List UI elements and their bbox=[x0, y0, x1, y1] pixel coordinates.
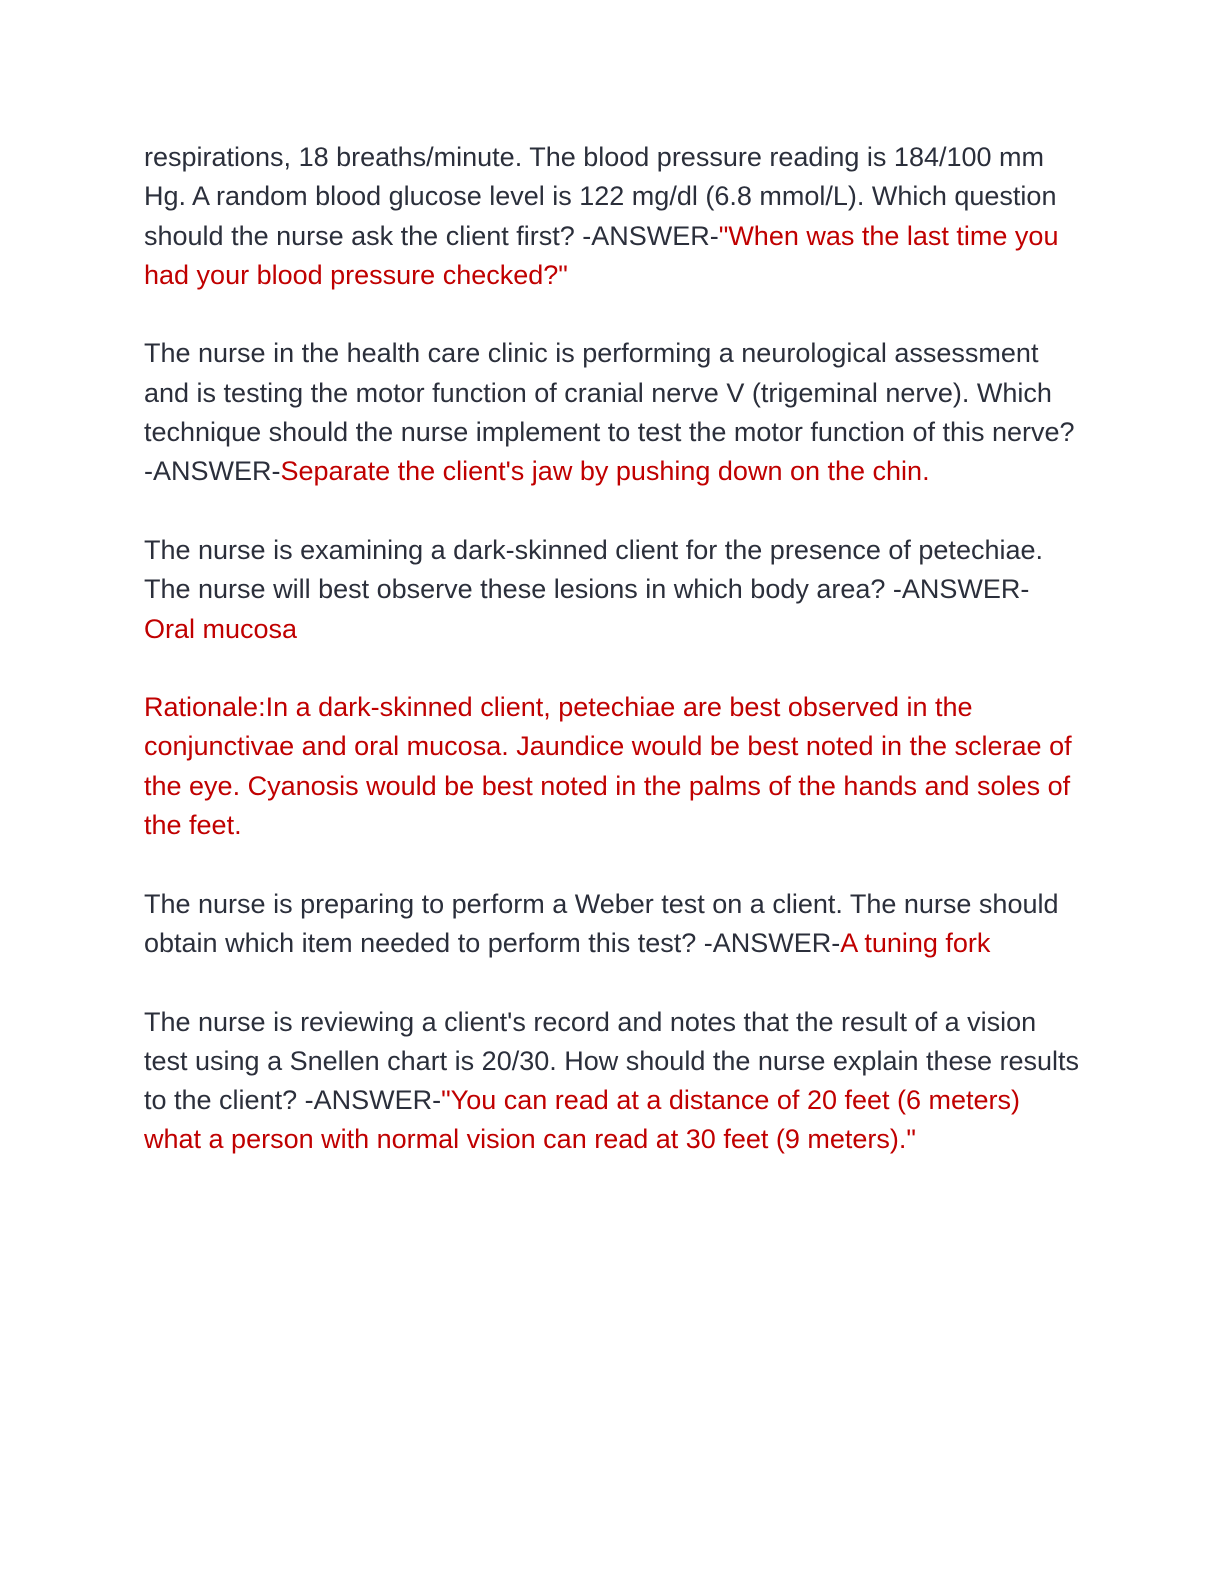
qa-item-cranial-nerve bbox=[144, 334, 1080, 491]
question-text: The nurse is reviewing a client's record and notes that the result of a vision test using a Snellen chart is 20/30. How should the nurse explain these results to the client? -ANSWER- bbox=[144, 1006, 1080, 1116]
document-page bbox=[144, 138, 1080, 1199]
answer-text: Oral mucosa bbox=[144, 613, 298, 644]
rationale-text: Rationale:In a dark-skinned client, petechiae are best observed in the conjunctivae and oral mucosa. Jaundice would be best noted in the sclerae of the eye. Cyanosis would be best noted in the palms of the hands and soles of the feet. bbox=[144, 692, 1072, 841]
qa-item-weber-test bbox=[144, 885, 1080, 964]
qa-item-petechiae bbox=[144, 531, 1080, 649]
question-text: The nurse is preparing to perform a Weber test on a client. The nurse should obtain which item needed to perform this test? -ANSWER- bbox=[144, 888, 1059, 958]
answer-text: "You can read at a distance of 20 feet (6 meters) what a person with normal vision can read at 30 feet (9 meters)." bbox=[144, 1085, 1021, 1155]
question-text: The nurse in the health care clinic is performing a neurological assessment and is testing the motor function of cranial nerve V (trigeminal nerve). Which technique should the nurse implement to test the motor function of this nerve? -ANSWER- bbox=[144, 338, 1075, 487]
qa-item-snellen-chart bbox=[144, 1003, 1080, 1160]
question-text: respirations, 18 breaths/minute. The blood pressure reading is 184/100 mm Hg. A random blood glucose level is 122 mg/dl (6.8 mmol/L). Which question should the nurse ask the client first? -ANSWER- bbox=[144, 142, 1057, 251]
question-text: The nurse is examining a dark-skinned client for the presence of petechiae. The nurse will best observe these lesions in which body area? -ANSWER- bbox=[144, 534, 1044, 605]
answer-text: Separate the client's jaw by pushing down on the chin. bbox=[280, 456, 930, 487]
answer-text: A tuning fork bbox=[840, 927, 991, 958]
qa-item-blood-pressure bbox=[144, 138, 1080, 295]
answer-text: "When was the last time you had your blood pressure checked?" bbox=[144, 220, 1059, 290]
